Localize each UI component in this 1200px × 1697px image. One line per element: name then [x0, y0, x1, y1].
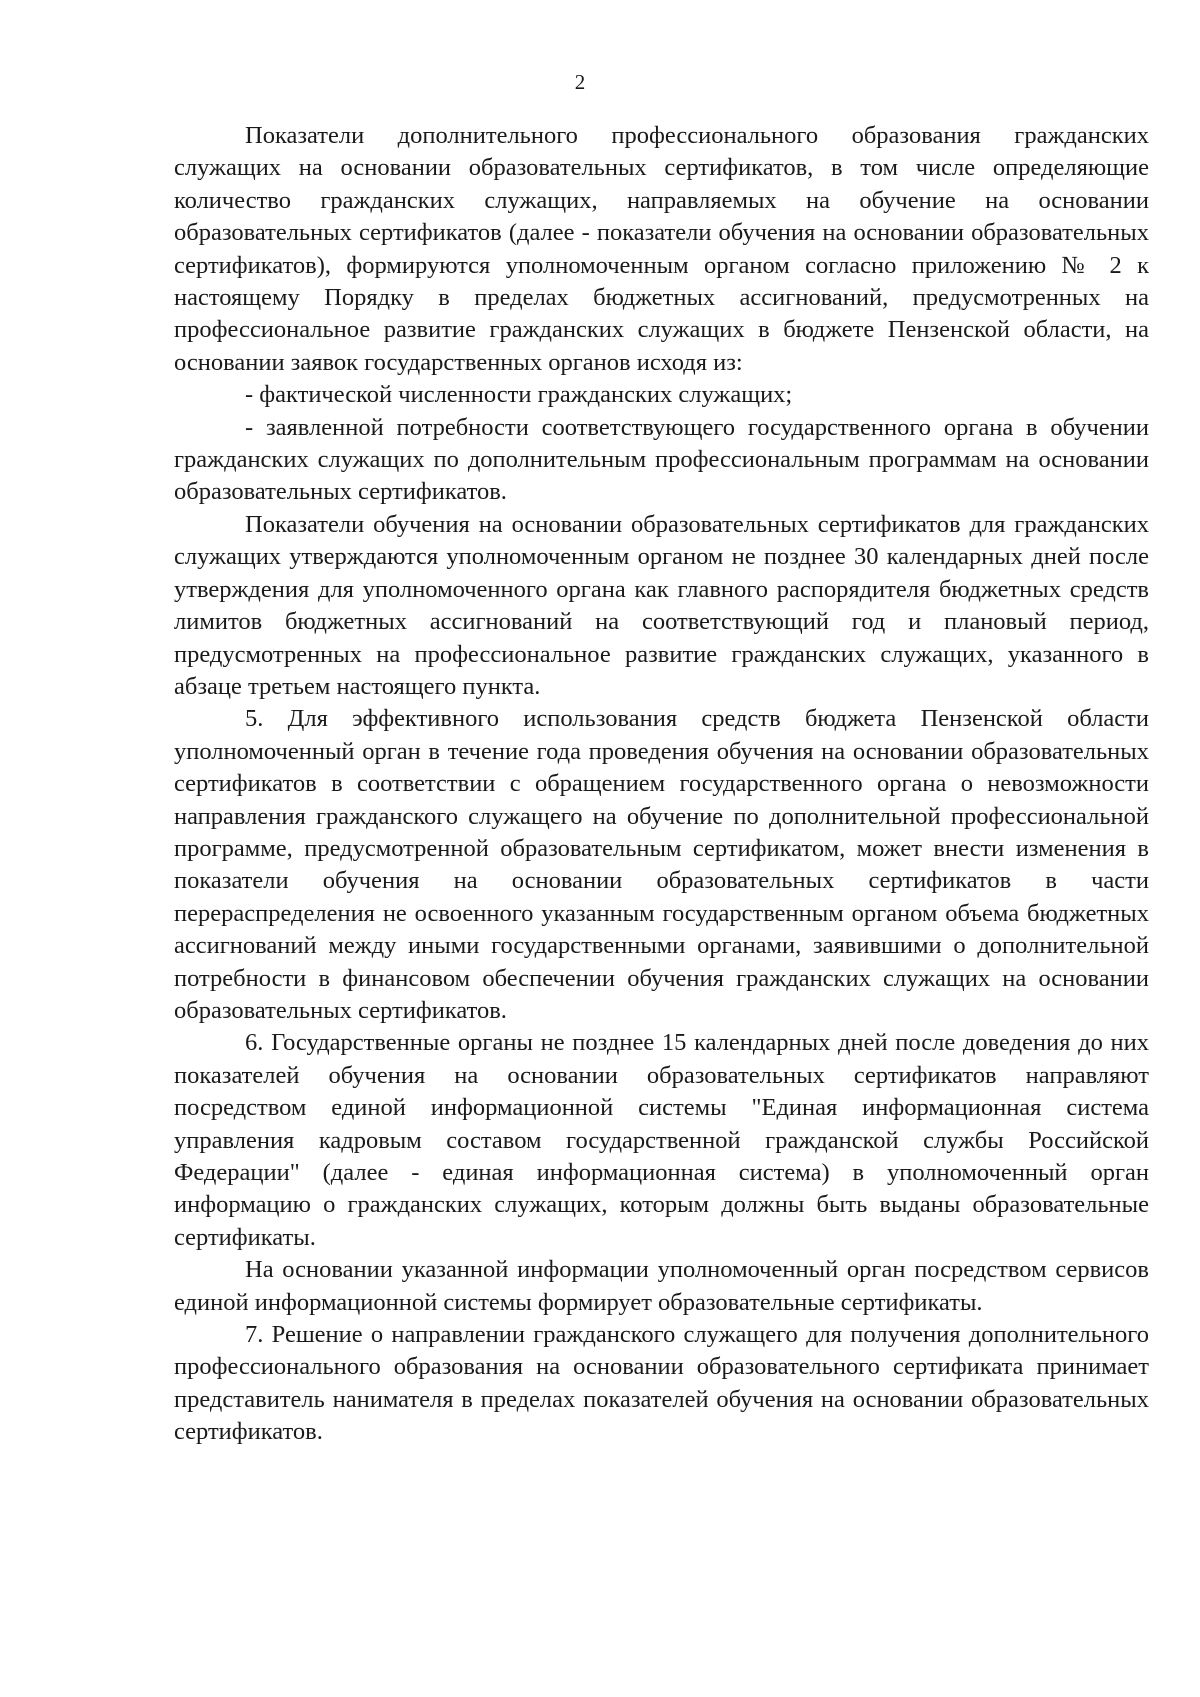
page-number: 2	[574, 70, 586, 94]
paragraph-certificate-generation: На основании указанной информации уполномоченный орган посредством сервисов единой информационной системы формирует образовательные сертификаты.	[174, 1256, 1149, 1316]
paragraph-item-7: 7. Решение о направлении гражданского служащего для получения дополнительного профессионального образования на основании образовательного сертификата принимает представитель нанимателя в пределах показателей обучения на основании образовательных сертификатов.	[174, 1321, 1149, 1446]
paragraph-item-5: 5. Для эффективного использования средств бюджета Пензенской области уполномоченный орган в течение года проведения обучения на основании образовательных сертификатов в соответствии с обращением государственного органа о невозможности направления гражданского служащего на обучение по дополнительной профессиональной программе, предусмотренной образовательным сертификатом, может внести изменения в показатели обучения на основании образовательных сертификатов в части перераспределения не освоенного указанным государственным органом объема бюджетных ассигнований между иными государственными органами, заявившими о дополнительной потребности в финансовом обеспечении обучения гражданских служащих на основании образовательных сертификатов.	[174, 705, 1149, 1024]
document-body	[174, 120, 1149, 1449]
paragraph-item-6: 6. Государственные органы не позднее 15 календарных дней после доведения до них показателей обучения на основании образовательных сертификатов направляют посредством единой информационной системы "Единая информационная система управления кадровым составом государственной гражданской службы Российской Федерации" (далее - единая информационная система) в уполномоченный орган информацию о гражданских служащих, которым должны быть выданы образовательные сертификаты.	[174, 1029, 1149, 1251]
paragraph-indicators-formation: Показатели дополнительного профессионального образования гражданских служащих на основании образовательных сертификатов, в том числе определяющие количество гражданских служащих, направляемых на обучение на основании образовательных сертификатов (далее - показатели обучения на основании образовательных сертификатов), формируются уполномоченным органом согласно приложению № 2 к настоящему Порядку в пределах бюджетных ассигнований, предусмотренных на профессиональное развитие гражданских служащих в бюджете Пензенской области, на основании заявок государственных органов исходя из:	[174, 122, 1149, 376]
paragraph-actual-headcount: - фактической численности гражданских служащих;	[245, 381, 793, 409]
paragraph-indicators-approval: Показатели обучения на основании образовательных сертификатов для гражданских служащих утверждаются уполномоченным органом не позднее 30 календарных дней после утверждения для уполномоченного органа как главного распорядителя бюджетных средств лимитов бюджетных ассигнований на соответствующий год и плановый период, предусмотренных на профессиональное развитие гражданских служащих, указанного в абзаце третьем настоящего пункта.	[174, 510, 1149, 700]
paragraph-declared-need: - заявленной потребности соответствующего государственного органа в обучении гражданских служащих по дополнительным профессиональным программам на основании образовательных сертификатов.	[174, 413, 1149, 506]
